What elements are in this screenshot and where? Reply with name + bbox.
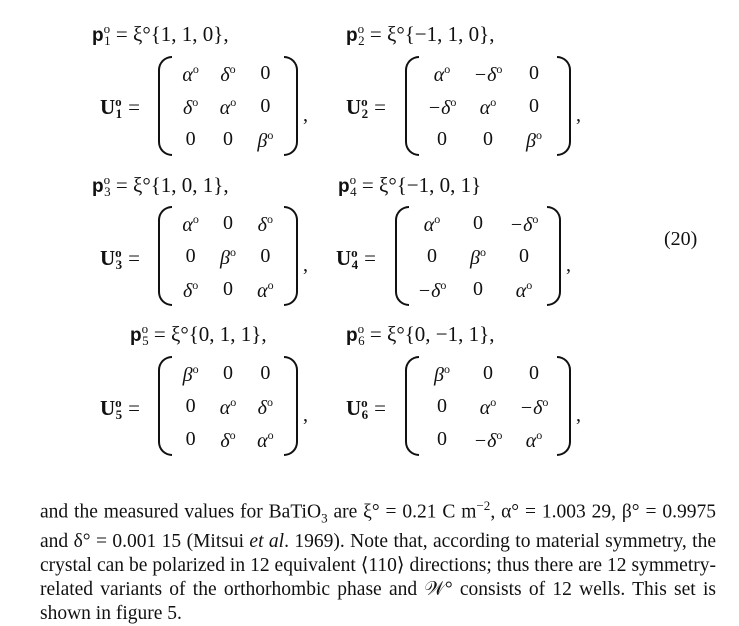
matrix-cell: $\alpha^o$ bbox=[257, 428, 274, 453]
paragraph-text-2: are ξ° = 0.21 C m bbox=[327, 501, 477, 523]
matrix-cell: $\alpha^o$ bbox=[257, 278, 274, 303]
paragraph-et-al: et al bbox=[249, 531, 285, 553]
matrix-cell: 0 bbox=[185, 395, 196, 417]
matrix-label-u3: $U^o_3$ = bbox=[100, 245, 141, 272]
matrix-cell: 0 bbox=[529, 361, 539, 384]
paragraph-subscript: 3 bbox=[321, 510, 328, 526]
matrix-cell: 0 bbox=[260, 361, 271, 384]
comma-u1: , bbox=[303, 104, 308, 126]
matrix-cell: $-\delta^o$ bbox=[509, 211, 539, 236]
matrix-label-u6: $U^o_6$ = bbox=[346, 395, 387, 422]
matrix-cell: 0 bbox=[473, 278, 483, 301]
matrix-cell: $\delta^o$ bbox=[257, 395, 273, 419]
matrix-cell: $\beta^o$ bbox=[220, 245, 236, 269]
matrix-cell: 0 bbox=[260, 61, 271, 84]
comma-u6: , bbox=[576, 404, 581, 426]
paragraph-text-4: . 1969). Note that, according to material symmetry, the crystal can be polarized in 12 equivalent ⟨110⟩ directions; thus there are 12 symmetry-related variants of the orthorhombic phase and 𝒲° consists of 12 wells. This set is shown in figure 5. bbox=[40, 531, 716, 625]
matrix-u5 bbox=[158, 356, 298, 456]
matrix-cell: 0 bbox=[260, 95, 271, 117]
polarization-p4: $p^o_4 = \xi^\circ\{-1$, 0, 1} bbox=[338, 172, 482, 199]
comma-u3: , bbox=[303, 254, 308, 276]
matrix-cell: 0 bbox=[427, 245, 437, 267]
matrix-cell: $\alpha^o$ bbox=[479, 95, 497, 119]
matrix-cell: 0 bbox=[223, 361, 233, 384]
polarization-p1: $p^o_1 = \xi^\circ\{1$, 1, 0}, bbox=[92, 21, 229, 48]
matrix-cell: 0 bbox=[223, 211, 233, 234]
matrix-u3 bbox=[158, 206, 298, 306]
matrix-label-u4: $U^o_4$ = bbox=[336, 245, 377, 272]
matrix-cell: 0 bbox=[260, 245, 271, 267]
matrix-cell: $\alpha^o$ bbox=[219, 95, 237, 119]
matrix-cell: 0 bbox=[473, 211, 483, 234]
matrix-cell: 0 bbox=[437, 128, 447, 151]
polarization-p6: $p^o_6 = \xi^\circ\{0$, −1, 1}, bbox=[346, 321, 495, 348]
polarization-p3: $p^o_3 = \xi^\circ\{1$, 0, 1}, bbox=[92, 172, 229, 199]
matrix-cell: $\alpha^o$ bbox=[433, 61, 451, 86]
matrix-label-u5: $U^o_5$ = bbox=[100, 395, 141, 422]
matrix-cell: 0 bbox=[185, 428, 196, 451]
matrix-cell: 0 bbox=[223, 128, 233, 151]
matrix-cell: 0 bbox=[185, 128, 196, 151]
matrix-cell: 0 bbox=[529, 95, 539, 117]
matrix-label-u1: $U^o_1$ = bbox=[100, 94, 141, 121]
matrix-cell: $-\delta^o$ bbox=[473, 428, 503, 453]
comma-u5: , bbox=[303, 404, 308, 426]
matrix-cell: $\alpha^o$ bbox=[479, 395, 497, 419]
matrix-cell: $\alpha^o$ bbox=[423, 211, 441, 236]
matrix-cell: $\alpha^o$ bbox=[515, 278, 533, 303]
comma-u2: , bbox=[576, 104, 581, 126]
matrix-cell: $\beta^o$ bbox=[470, 245, 486, 269]
matrix-cell: $\delta^o$ bbox=[220, 61, 236, 86]
matrix-label-u2: $U^o_2$ = bbox=[346, 94, 387, 121]
polarization-p5: $p^o_5 = \xi^\circ\{0$, 1, 1}, bbox=[130, 321, 267, 348]
matrix-cell: $-\delta^o$ bbox=[427, 95, 457, 119]
matrix-cell: $\delta^o$ bbox=[257, 211, 273, 236]
equation-number: (20) bbox=[664, 228, 698, 250]
matrix-cell: $\delta^o$ bbox=[183, 278, 199, 303]
matrix-cell: 0 bbox=[519, 245, 529, 267]
matrix-u2 bbox=[405, 56, 571, 156]
matrix-cell: $\alpha^o$ bbox=[182, 61, 199, 86]
matrix-cell: $\alpha^o$ bbox=[182, 211, 199, 236]
comma-u4: , bbox=[566, 254, 571, 276]
matrix-cell: $\delta^o$ bbox=[220, 428, 236, 453]
matrix-cell: $\beta^o$ bbox=[434, 361, 450, 386]
matrix-cell: $\beta^o$ bbox=[257, 128, 274, 153]
matrix-cell: 0 bbox=[437, 395, 447, 417]
matrix-u1 bbox=[158, 56, 298, 156]
matrix-cell: $\alpha^o$ bbox=[219, 395, 237, 419]
matrix-cell: 0 bbox=[483, 361, 493, 384]
polarization-p2: $p^o_2 = \xi^\circ\{-1$, 1, 0}, bbox=[346, 21, 495, 48]
matrix-cell: 0 bbox=[529, 61, 539, 84]
matrix-cell: 0 bbox=[437, 428, 447, 451]
matrix-cell: $\beta^o$ bbox=[526, 128, 542, 153]
paragraph-text-3: , α° = 1.003 29, β° = 0.9975 and δ° = 0.001 15 (Mitsui bbox=[40, 501, 716, 553]
body-paragraph bbox=[40, 494, 716, 626]
matrix-cell: $-\delta^o$ bbox=[473, 61, 503, 86]
matrix-u4 bbox=[395, 206, 561, 306]
matrix-cell: 0 bbox=[483, 128, 493, 151]
matrix-cell: $-\delta^o$ bbox=[417, 278, 447, 303]
matrix-u6 bbox=[405, 356, 571, 456]
matrix-cell: $\beta^o$ bbox=[182, 361, 199, 386]
matrix-cell: $-\delta^o$ bbox=[519, 395, 549, 419]
paragraph-superscript: −2 bbox=[476, 498, 491, 513]
matrix-cell: 0 bbox=[185, 245, 196, 267]
matrix-cell: 0 bbox=[223, 278, 233, 301]
paragraph-text-1: and the measured values for BaTiO bbox=[40, 501, 322, 523]
matrix-cell: $\alpha^o$ bbox=[525, 428, 543, 453]
matrix-cell: $\delta^o$ bbox=[183, 95, 199, 119]
